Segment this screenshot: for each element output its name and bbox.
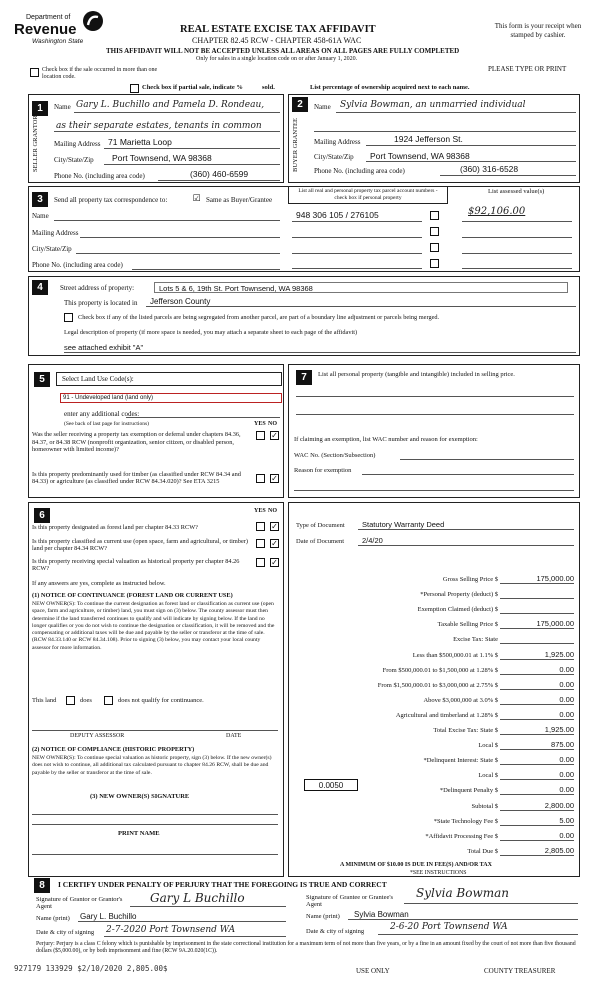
see-instructions: *SEE INSTRUCTIONS — [410, 870, 467, 876]
buyer-name-label: Name — [314, 103, 331, 111]
grantor-sig-label: Signature of Grantor or Grantor's Agent — [36, 896, 123, 910]
s6-q1-no-checkbox[interactable]: ✓ — [271, 522, 278, 531]
partial-sale-label: Check box if partial sale, indicate % — [142, 84, 243, 91]
minimum-note: A MINIMUM OF $10.00 IS DUE IN FEE(S) AND/OR TAX — [340, 862, 492, 868]
grantor-date-label: Date & city of signing — [36, 929, 95, 936]
sold-label: sold. — [262, 84, 275, 91]
continuance-text: NEW OWNER(S): To continue the current designation as forest land or classification as current use (open space, farm and agriculture, or timber) land, you must sign on (3) below. The county assessor must then determine if the land transferred continues to qualify and will indicate by signing below. If the land no longer qualifies or you do not wish to continue the designation or classification, it will be removed and the compensating or additional taxes will be due and payable by the seller or transferor at the time of sale. (RCW 84.33.140 or RCW 84.34.108). Prior to signing (3) below, you may contact your local county assessor for more information. — [32, 601, 275, 651]
buyer-city[interactable]: Port Townsend, WA 98368 — [370, 151, 470, 161]
s6-q2: Is this property classified as current use (open space, farm and agricultural, or timber) land per chapter 84.34 RCW? — [32, 538, 248, 552]
reason-label: Reason for exemption — [294, 467, 352, 474]
tax-row-label: Local $ — [478, 742, 498, 749]
grantee-date-label: Date & city of signing — [306, 928, 365, 935]
buyer-mail-label: Mailing Address — [314, 138, 361, 146]
doc-date[interactable]: 2/4/20 — [362, 536, 383, 545]
assessed-value[interactable]: $92,106.00 — [468, 206, 526, 217]
buyer-city-label: City/State/Zip — [314, 153, 354, 161]
s5-yes-header: YES — [254, 421, 266, 427]
grantee-name[interactable]: Sylvia Bowman — [354, 910, 409, 919]
tax-row-label: Taxable Selling Price $ — [437, 621, 498, 628]
tax-row-value[interactable]: 1,925.00 — [500, 650, 574, 660]
tax-row-label: From $1,500,000.01 to $3,000,000 at 2.75% $ — [377, 682, 498, 689]
section-5-number: 5 — [34, 372, 50, 387]
tax-row-value[interactable] — [500, 589, 574, 599]
tax-row-value[interactable]: 0.00 — [500, 755, 574, 765]
s6-q1-yes-checkbox[interactable] — [256, 522, 265, 531]
s6-no-header: NO — [268, 508, 277, 514]
state-text: Washington State — [32, 38, 84, 45]
tax-row-label: *Delinquent Penalty $ — [439, 787, 498, 794]
tax-row-label: Less than $500,000.01 at 1.1% $ — [412, 652, 498, 659]
parcel-number[interactable]: 948 306 105 / 276105 — [296, 210, 379, 220]
located-label: This property is located in — [64, 299, 138, 307]
seller-city-label: City/State/Zip — [54, 156, 94, 164]
doc-type-label: Type of Document — [296, 522, 345, 529]
tax-row-value[interactable]: 0.00 — [500, 831, 574, 841]
tax-row-label: Excise Tax: State — [453, 636, 498, 643]
tax-row-value[interactable]: 875.00 — [500, 740, 574, 750]
corr-phone-label: Phone No. (including area code) — [32, 261, 123, 269]
s6-q3-no-checkbox[interactable]: ✓ — [271, 558, 278, 567]
grantor-date-city[interactable]: 2-7-2020 Port Townsend WA — [106, 925, 236, 935]
grantee-name-label: Name (print) — [306, 913, 340, 920]
seller-phone[interactable]: (360) 460-6599 — [190, 169, 249, 179]
buyer-phone[interactable]: (360) 316-6528 — [460, 164, 519, 174]
corr-mail-label: Mailing Address — [32, 229, 79, 237]
segregated-checkbox[interactable] — [64, 313, 73, 322]
section-3-number: 3 — [32, 192, 48, 207]
section-1-number: 1 — [32, 101, 48, 116]
tax-row-label: Gross Selling Price $ — [442, 576, 498, 583]
correspondence-label: Send all property tax correspondence to: — [54, 196, 168, 204]
receipt-note: This form is your receipt when stamped by cashier. — [494, 22, 582, 39]
wac-label: WAC No. (Section/Subsection) — [294, 452, 376, 459]
tax-row-value[interactable]: 0.00 — [500, 665, 574, 675]
section-7-number: 7 — [296, 370, 312, 385]
tax-row-value[interactable]: 2,800.00 — [500, 801, 574, 811]
land-use-select[interactable]: 91 - Undeveloped land (land only) — [60, 393, 282, 403]
s5-q1-yes-checkbox[interactable] — [256, 431, 265, 440]
s6-q3-yes-checkbox[interactable] — [256, 558, 265, 567]
seller-phone-label: Phone No. (including area code) — [54, 172, 145, 180]
s5-q1: Was the seller receiving a property tax exemption or deferral under chapters 84.36, 84.37, or 84.38 RCW (nonprofit organization, senior citizen, or disabled person, homeowner with limited income)? — [32, 431, 241, 454]
tax-row-value[interactable]: 0.00 — [500, 695, 574, 705]
corr-name-label: Name — [32, 212, 49, 220]
tax-row-value[interactable]: 0.00 — [500, 785, 574, 795]
grantee-date-city[interactable]: 2-6-20 Port Townsend WA — [390, 922, 508, 932]
cashier-stamp: 927179 133929 $2/10/2020 2,805.00$ — [14, 964, 168, 973]
form-warning: THIS AFFIDAVIT WILL NOT BE ACCEPTED UNLESS ALL AREAS ON ALL PAGES ARE FULLY COMPLETED — [106, 47, 460, 55]
additional-codes-label: enter any additional codes: — [64, 410, 140, 418]
historic-title: (2) NOTICE OF COMPLIANCE (HISTORIC PROPERTY) — [32, 746, 195, 753]
grantee-signature[interactable]: Sylvia Bowman — [416, 886, 509, 900]
doc-date-label: Date of Document — [296, 538, 345, 545]
use-only-label: USE ONLY — [356, 967, 390, 975]
s5-q1-no-checkbox[interactable]: ✓ — [271, 431, 278, 440]
tax-row-value[interactable]: 0.00 — [500, 710, 574, 720]
tax-row-label: Above $3,000,000 at 3.0% $ — [423, 697, 498, 704]
buyer-mail[interactable]: 1924 Jefferson St. — [394, 134, 463, 144]
form-chapter: CHAPTER 82.45 RCW - CHAPTER 458-61A WAC — [192, 36, 362, 45]
seller-name-line1[interactable]: Gary L. Buchillo and Pamela D. Rondeau, — [76, 100, 265, 110]
revenue-logo-text: Revenue — [14, 21, 77, 38]
local-rate[interactable]: 0.0050 — [304, 779, 358, 791]
same-as-buyer-label: Same as Buyer/Grantee — [206, 196, 273, 204]
s6-q2-yes-checkbox[interactable] — [256, 539, 265, 548]
tax-row-value[interactable]: 2,805.00 — [500, 846, 574, 856]
section-2-number: 2 — [292, 97, 308, 112]
street-address[interactable]: Lots 5 & 6, 19th St. Port Townsend, WA 98368 — [154, 282, 568, 293]
personal-property-label: List all personal property (tangible and intangible) included in selling price. — [318, 371, 515, 378]
seller-city[interactable]: Port Townsend, WA 98368 — [112, 153, 212, 163]
tax-row-label: *State Technology Fee $ — [433, 818, 498, 825]
section-8-number: 8 — [34, 878, 50, 893]
land-does-checkbox[interactable] — [66, 696, 75, 705]
tax-row-value[interactable] — [500, 634, 574, 644]
land-does-label: does — [80, 697, 92, 704]
grantee-sig-label: Signature of Grantee or Grantee's Agent — [306, 894, 394, 908]
deputy-assessor-label: DEPUTY ASSESSOR — [70, 733, 125, 739]
this-land-label: This land — [32, 697, 57, 704]
tax-row-label: Agricultural and timberland at 1.28% $ — [395, 712, 498, 719]
grantor-name[interactable]: Gary L. Buchillo — [80, 912, 137, 921]
tax-row-label: *Delinquent Interest: State $ — [423, 757, 498, 764]
form-subwarning: Only for sales in a single location code on or after January 1, 2020. — [196, 56, 358, 62]
corr-city-label: City/State/Zip — [32, 245, 72, 253]
please-type: PLEASE TYPE OR PRINT — [488, 65, 567, 73]
tax-row-value[interactable]: 175,000.00 — [500, 619, 574, 629]
s5-q2-no-checkbox[interactable]: ✓ — [271, 474, 278, 483]
tax-row-value[interactable]: 5.00 — [500, 816, 574, 826]
s5-q2: Is this property predominantly used for timber (as classified under RCW 84.34 and 84.33) or agriculture (as classified under RCW 84.34.020)? See ETA 3215 — [32, 471, 241, 486]
ownership-note: List percentage of ownership acquired next to each name. — [310, 84, 470, 91]
buyer-side-label: BUYER GRANTEE — [292, 118, 299, 172]
land-use-label: Select Land Use Code(s): — [62, 375, 134, 383]
s5-q2-yes-checkbox[interactable] — [256, 474, 265, 483]
parcel-header: List all real and personal property tax parcel account numbers - check box if personal property — [298, 188, 438, 201]
seller-mail-label: Mailing Address — [54, 140, 101, 148]
continuance-title: (1) NOTICE OF CONTINUANCE (FOREST LAND OR CURRENT USE) — [32, 592, 233, 599]
print-name-label: PRINT NAME — [118, 830, 160, 837]
form-title: REAL ESTATE EXCISE TAX AFFIDAVIT — [180, 24, 376, 35]
tax-row-value[interactable]: 0.00 — [500, 770, 574, 780]
county-treasurer-label: COUNTY TREASURER — [484, 967, 556, 975]
parcel-personal-checkbox-3[interactable] — [430, 243, 439, 252]
see-back-note: (See back of last page for instructions) — [64, 421, 149, 427]
perjury-text: Perjury: Perjury is a class C felony which is punishable by imprisonment in the state correctional institution for a maximum term of not more than five years, or by a fine in an amount fixed by the court of not more than five thousand dollars ($5,000.00), or by both imprisonment and fine (RCW 9A.20.020(1C)). — [36, 941, 576, 955]
land-does-not-checkbox[interactable] — [104, 696, 113, 705]
segregated-label: Check box if any of the listed parcels are being segregated from another parcel, are part of a boundary line adjustment or parcels being merged. — [78, 314, 440, 321]
section-4-number: 4 — [32, 280, 48, 295]
new-owner-sig-title: (3) NEW OWNER(S) SIGNATURE — [90, 793, 190, 800]
tax-row-label: Total Excise Tax: State $ — [433, 727, 498, 734]
dor-logo-icon — [82, 10, 104, 32]
grantor-name-label: Name (print) — [36, 915, 70, 922]
tax-row-label: Subtotal $ — [471, 803, 498, 810]
seller-mail[interactable]: 71 Marietta Loop — [108, 137, 172, 147]
tax-row-value[interactable]: 1,925.00 — [500, 725, 574, 735]
s6-yes-header: YES — [254, 508, 266, 514]
grantor-signature[interactable]: Gary L Buchillo — [150, 891, 245, 905]
tax-row-value[interactable]: 175,000.00 — [500, 574, 574, 584]
s6-q3: Is this property receiving special valuation as historical property per chapter 84.26 RCW? — [32, 558, 240, 572]
tax-row-label: Exemption Claimed (deduct) $ — [417, 606, 498, 613]
s5-no-header: NO — [268, 421, 277, 427]
deputy-date-label: DATE — [226, 733, 242, 739]
land-does-not-label: does not qualify for continuance. — [118, 697, 204, 704]
tax-row-label: Total Due $ — [467, 848, 498, 855]
dept-line: Department of — [26, 14, 71, 21]
located-county[interactable]: Jefferson County — [150, 297, 211, 306]
parcel-personal-checkbox-1[interactable] — [430, 211, 439, 220]
assessed-header: List assessed value(s) — [488, 188, 545, 195]
buyer-name-line1[interactable]: Sylvia Bowman, an unmarried individual — [340, 100, 526, 110]
historic-text: NEW OWNER(S): To continue special valuation as historic property, sign (3) below. If the new owner(s) does not wish to continue, all additional tax calculated pursuant to chapter 84.26 RCW, shall be due and payable by the seller or transferor at the time of sale. — [32, 755, 272, 776]
s6-q2-no-checkbox[interactable]: ✓ — [271, 539, 278, 548]
multi-location-checkbox[interactable] — [30, 68, 39, 77]
tax-row-label: *Personal Property (deduct) $ — [420, 591, 498, 598]
tax-row-label: Local $ — [478, 772, 498, 779]
s6-instructed: If any answers are yes, complete as instructed below. — [32, 580, 166, 587]
partial-sale-checkbox[interactable] — [130, 84, 139, 93]
parcel-personal-checkbox-2[interactable] — [430, 227, 439, 236]
s6-q1: Is this property designated as forest land per chapter 84.33 RCW? — [32, 524, 198, 531]
street-label: Street address of property: — [60, 284, 135, 292]
section-7-box — [288, 364, 580, 498]
tax-row-value[interactable] — [500, 604, 574, 614]
certify-title: I CERTIFY UNDER PENALTY OF PERJURY THAT THE FOREGOING IS TRUE AND CORRECT — [58, 880, 387, 889]
multi-location-label: Check box if the sale occurred in more than one location code. — [42, 67, 158, 80]
seller-side-label: SELLER GRANTOR — [32, 115, 39, 172]
exemption-label: If claiming an exemption, list WAC number and reason for exemption: — [294, 436, 478, 443]
tax-row-label: From $500,000.01 to $1,500,000 at 1.28% $ — [382, 667, 498, 674]
legal-description[interactable]: see attached exhibit "A" — [64, 343, 144, 352]
seller-name-label: Name — [54, 103, 71, 111]
section-6-number: 6 — [34, 508, 50, 523]
legal-label: Legal description of property (if more space is needed, you may attach a separate sheet to each page of the affidavit) — [64, 329, 358, 336]
seller-name-line2[interactable]: as their separate estates, tenants in common — [56, 121, 262, 131]
tax-row-value[interactable]: 0.00 — [500, 680, 574, 690]
same-as-buyer-checkbox[interactable]: ☑ — [192, 194, 201, 204]
parcel-personal-checkbox-4[interactable] — [430, 259, 439, 268]
doc-type[interactable]: Statutory Warranty Deed — [362, 520, 445, 529]
buyer-phone-label: Phone No. (including area code) — [314, 167, 405, 175]
tax-row-label: *Affidavit Processing Fee $ — [425, 833, 498, 840]
